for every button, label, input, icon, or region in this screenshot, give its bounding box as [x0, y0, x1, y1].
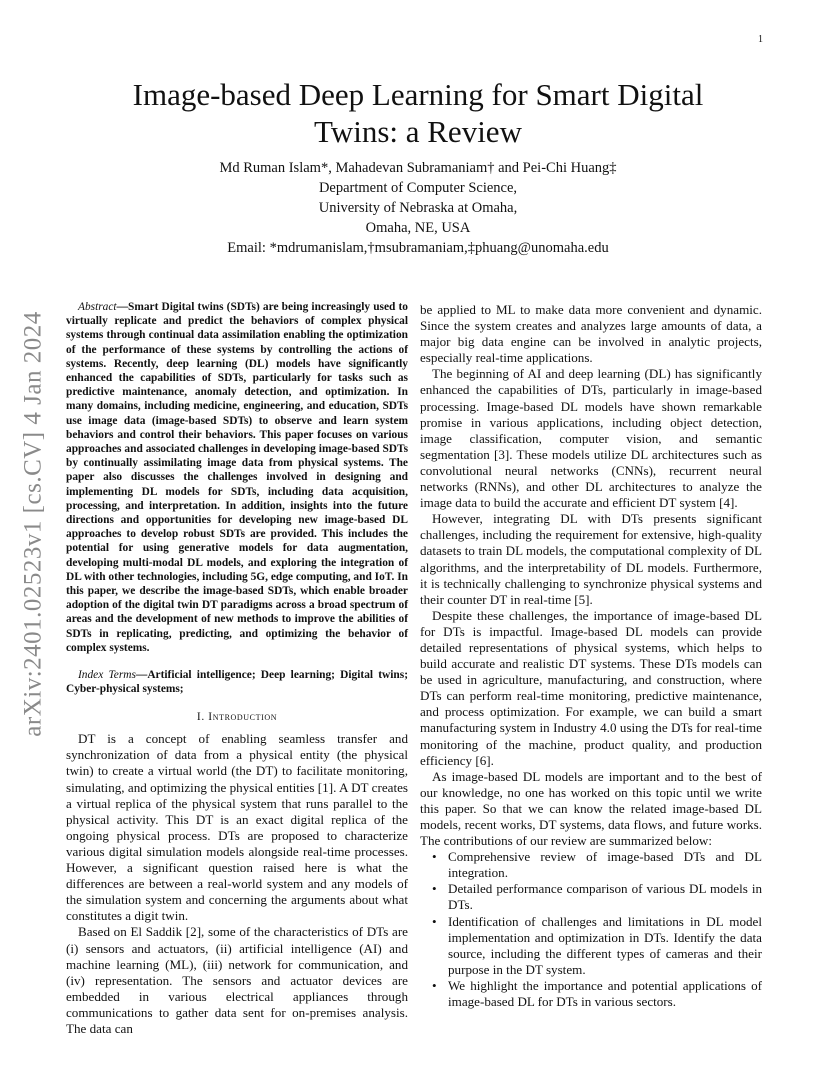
list-item	[420, 849, 762, 881]
list-item-text: Comprehensive review of image-based DTs and DL integration.	[448, 849, 762, 881]
bullet-icon: •	[432, 881, 437, 897]
list-item	[420, 978, 762, 1010]
page-number: 1	[758, 34, 763, 45]
bullet-icon: •	[432, 913, 437, 929]
bullet-icon: •	[432, 977, 437, 993]
body-paragraph: be applied to ML to make data more convenient and dynamic. Since the system creates and analyzes large amounts of data, a major big data engine can be involved in analytic projects, especially real-time applications.	[420, 302, 762, 366]
abstract-label: Abstract	[78, 301, 117, 313]
department: Department of Computer Science,	[318, 180, 518, 196]
body-paragraph: Despite these challenges, the importance of image-based DL for DTs is impactful. Image-based DL models can provide detailed representations of physical systems, which helps to build accurate and realistic DT systems. These DTs models can be used in agriculture, manufacturing, and construction, where DTs can perform real-time monitoring, predictive maintenance, and process optimization. For example, we can build a smart manufacturing system in Industry 4.0 using the DTs for real-time monitoring of the machine, product quality, and production efficiency [6].	[420, 607, 762, 768]
abstract	[66, 300, 408, 655]
author-block	[60, 158, 776, 258]
list-item	[420, 914, 762, 978]
list-item-text: Identification of challenges and limitations in DL model implementation and optimization in DTs. Identify the data source, including the different types of cameras and their purpose in the DT system.	[448, 913, 762, 977]
abstract-text: —Smart Digital twins (SDTs) are being increasingly used to virtually replicate and predict the behaviors of complex physical systems through continual data assimilation enabling the optimization of the performance of these systems by controlling the actions of systems. Recently, deep learning (DL) models have significantly enhanced the capabilities of SDTs, particularly for tasks such as predictive maintenance, anomaly detection, and optimization. In many domains, including medicine, engineering, and education, SDTs use image data (image-based SDTs) to observe and learn system behaviors and control their behaviors. This paper focuses on various approaches and associated challenges in developing image-based SDTs by continually assimilating image data from physical systems. The paper also discusses the challenges involved in designing and implementing DL models for SDTs, including data acquisition, processing, and interpretation. In addition, insights into the future directions and opportunities for developing new image-based DL approaches to develop robust SDTs are provided. This includes the potential for using generative models for data augmentation, developing multi-modal DL models, and exploring the integration of DL with other technologies, including 5G, edge computing, and IoT. In this paper, we describe the image-based SDTs, which enable broader adoption of the digital twin DT paradigms across a broad spectrum of areas and the development of new methods to improve the abilities of SDTs in replicating, predicting, and optimizing the behavior of complex systems.	[66, 301, 408, 654]
list-item-text: Detailed performance comparison of various DL models in DTs.	[448, 881, 762, 913]
body-paragraph: Based on El Saddik [2], some of the characteristics of DTs are (i) sensors and actuators, (ii) artificial intelligence (AI) and machine learning (ML), (iii) network for communication, and (iv) representation. The sensors and actuator devices are embedded in various electrical appliances through communications to gather data sent for on-premises analysis. The data can	[66, 924, 408, 1036]
author-names: Md Ruman Islam*, Mahadevan Subramaniam† and Pei-Chi Huang‡	[219, 160, 617, 176]
contribution-list	[420, 849, 762, 1010]
title-line-2: Twins: a Review	[314, 114, 522, 149]
list-item	[420, 881, 762, 913]
location: Omaha, NE, USA	[365, 220, 471, 236]
body-paragraph: The beginning of AI and deep learning (DL) has significantly enhanced the capabilities of DTs, particularly in image-based processing. Image-based DL models have shown remarkable promise in various applications, including object detection, image classification, computer vision, and semantic segmentation [3]. These models utilize DL architectures such as convolutional neural networks (CNNs), recurrent neural networks (RNNs), and other DL architectures to analyze the image data to build the accurate and efficient DT system [4].	[420, 366, 762, 511]
left-column	[66, 300, 408, 1037]
list-item-text: We highlight the importance and potential applications of image-based DL for DTs in various sectors.	[448, 977, 762, 1010]
arxiv-identifier-text: arXiv:2401.02523v1 [cs.CV] 4 Jan 2024	[20, 311, 47, 737]
right-column	[420, 302, 762, 1010]
university: University of Nebraska at Omaha,	[318, 200, 518, 216]
arxiv-identifier	[22, 298, 46, 750]
email-line: Email: *mdrumanislam,†msubramaniam,‡phuang@unomaha.edu	[227, 240, 609, 256]
paper-title	[60, 76, 776, 150]
body-paragraph: However, integrating DL with DTs presents significant challenges, including the requirement for extensive, high-quality datasets to train DL models, the computational complexity of DL algorithms, and the interpretability of DL models. Furthermore, it is technically challenging to synchronize physical systems and their counter DT in real-time [5].	[420, 511, 762, 607]
index-terms-label: Index Terms	[78, 669, 136, 682]
bullet-icon: •	[432, 849, 437, 865]
index-terms-text: —Artificial intelligence; Deep learning; Digital twins; Cyber-physical systems;	[66, 669, 408, 696]
title-line-1: Image-based Deep Learning for Smart Digital	[132, 77, 704, 112]
body-paragraph: As image-based DL models are important and to the best of our knowledge, no one has worked on this topic until we write this paper. So that we can know the related image-based DL models, recent works, DT systems, data flows, and future works. The contributions of our review are summarized below:	[420, 768, 762, 849]
body-paragraph: DT is a concept of enabling seamless transfer and synchronization of data from a physical entity (the physical twin) to create a virtual world (the DT) to facilitate monitoring, simulating, and optimizing the physical entities [1]. A DT creates a virtual replica of the physical system that runs parallel to the physical activity. This DT is an exact digital replica of the ongoing physical process. DTs are proposed to characterize various digital simulation models alongside real-time processes. However, a significant question raised here is what the differences are between a real-world system and any models of the simulation system and concerning the arguments about what constitutes a digit twin.	[66, 731, 408, 924]
index-terms	[66, 668, 408, 696]
section-heading-introduction: I. Introduction	[196, 711, 278, 724]
